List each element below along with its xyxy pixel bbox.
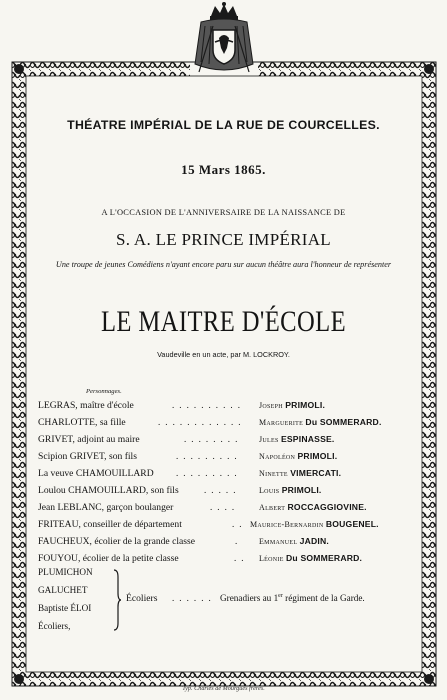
ecolier-name: GALUCHET: [38, 585, 88, 595]
actor-name: [259, 536, 329, 546]
role-leader-dots: . . . . . . . .: [184, 434, 239, 444]
theatre-name: THÉATRE IMPÉRIAL DE LA RUE DE COURCELLES.: [67, 118, 380, 132]
grenadiers-sup: er: [278, 593, 283, 599]
actor-name: [259, 468, 341, 478]
cast-row: [38, 400, 409, 414]
actor-last-name: VIMERCATI.: [290, 468, 342, 478]
role-leader-dots: . . . . . . . . .: [176, 451, 239, 461]
brace-icon: [112, 569, 122, 631]
play-title: LE MAITRE D'ÉCOLE: [100, 305, 347, 338]
role-leader-dots: . .: [234, 553, 245, 563]
actor-first-name: Emmanuel: [259, 537, 298, 546]
actor-name: [259, 400, 325, 410]
ecolier-name: PLUMICHON: [38, 567, 93, 577]
role-leader-dots: . . . . . . . . . . . .: [158, 417, 242, 427]
performance-date: 15 Mars 1865.: [181, 162, 266, 177]
imperial-crest-icon: [191, 2, 257, 78]
actor-name: [259, 434, 335, 444]
role-leader-dots: . .: [232, 519, 243, 529]
actor-first-name: Albert: [259, 503, 286, 512]
role-name: LEGRAS, maître d'école: [38, 400, 134, 411]
role-name: FOUYOU, écolier de la petite classe: [38, 553, 179, 564]
ecoliers-label: Écoliers: [126, 593, 158, 604]
actor-name: [259, 485, 322, 495]
role-leader-dots: . . . . . . . . .: [176, 468, 239, 478]
ecoliers-leader-dots: . . . . . .: [172, 593, 213, 603]
actor-last-name: ROCCAGGIOVINE.: [287, 502, 367, 512]
actor-first-name: Léonie: [259, 554, 284, 563]
actor-first-name: Marguerite: [259, 418, 304, 427]
actor-name: [259, 451, 337, 461]
cast-row: [38, 536, 409, 550]
play-subtitle: Vaudeville en un acte, par M. LOCKROY.: [157, 350, 290, 359]
grenadiers-pre: Grenadiers au 1: [220, 593, 279, 604]
actor-last-name: Du SOMMERARD.: [286, 553, 363, 563]
actor-name: [250, 519, 379, 529]
role-name: FAUCHEUX, écolier de la grande classe: [38, 536, 195, 547]
role-name: La veuve CHAMOUILLARD: [38, 468, 154, 479]
cast-row: [38, 485, 409, 499]
cast-row: [38, 468, 409, 482]
actor-name: [259, 502, 367, 512]
actor-last-name: ESPINASSE.: [280, 434, 335, 444]
actor-name: [259, 553, 362, 563]
grenadiers-post: régiment de la Garde.: [282, 593, 365, 604]
actor-first-name: Maurice-Bernardin: [250, 520, 324, 529]
role-leader-dots: . . . . . . . . . .: [172, 400, 242, 410]
playbill-content: [38, 80, 409, 670]
cast-row: [38, 451, 409, 465]
role-name: Jean LEBLANC, garçon boulanger: [38, 502, 174, 513]
cast-row: [38, 502, 409, 516]
role-leader-dots: . . . .: [210, 502, 236, 512]
ecoliers-group: [38, 567, 409, 637]
actor-first-name: Jules: [259, 435, 279, 444]
actor-last-name: BOUGENEL.: [325, 519, 379, 529]
cast-row: [38, 434, 409, 448]
actor-name: [259, 417, 382, 427]
actor-first-name: Napoléon: [259, 452, 296, 461]
actor-last-name: JADIN.: [299, 536, 329, 546]
prince-title: S. A. LE PRINCE IMPÉRIAL: [116, 230, 331, 249]
troupe-announcement: Une troupe de jeunes Comédiens n'ayant encore paru sur aucun théâtre aura l'honneur de représenter: [55, 260, 392, 269]
grenadiers-text: [220, 593, 365, 603]
ecolier-name: Baptiste ÉLOI: [38, 603, 92, 613]
cast-row: [38, 553, 409, 567]
actor-first-name: Louis: [259, 486, 280, 495]
role-name: Loulou CHAMOUILLARD, son fils: [38, 485, 179, 496]
actor-first-name: Ninette: [259, 469, 288, 478]
occasion-line: A L'OCCASION DE L'ANNIVERSAIRE DE LA NAISSANCE DE: [101, 208, 346, 217]
role-name: CHARLOTTE, sa fille: [38, 417, 126, 428]
cast-heading: Personnages.: [86, 388, 122, 395]
role-name: FRITEAU, conseiller de département: [38, 519, 182, 530]
actor-first-name: Joseph: [259, 401, 283, 410]
actor-last-name: PRIMOLI.: [297, 451, 338, 461]
role-leader-dots: . . . . .: [204, 485, 237, 495]
role-leader-dots: .: [235, 536, 239, 546]
actor-last-name: PRIMOLI.: [281, 485, 322, 495]
actor-last-name: PRIMOLI.: [285, 400, 326, 410]
cast-row: [38, 519, 409, 533]
ecolier-name: Écoliers,: [38, 621, 71, 631]
actor-last-name: Du SOMMERARD.: [305, 417, 382, 427]
cast-row: [38, 417, 409, 431]
role-name: GRIVET, adjoint au maire: [38, 434, 140, 445]
printer-credit: Typ. Charles de Mourgues frères.: [182, 685, 265, 692]
role-name: Scipion GRIVET, son fils: [38, 451, 137, 462]
